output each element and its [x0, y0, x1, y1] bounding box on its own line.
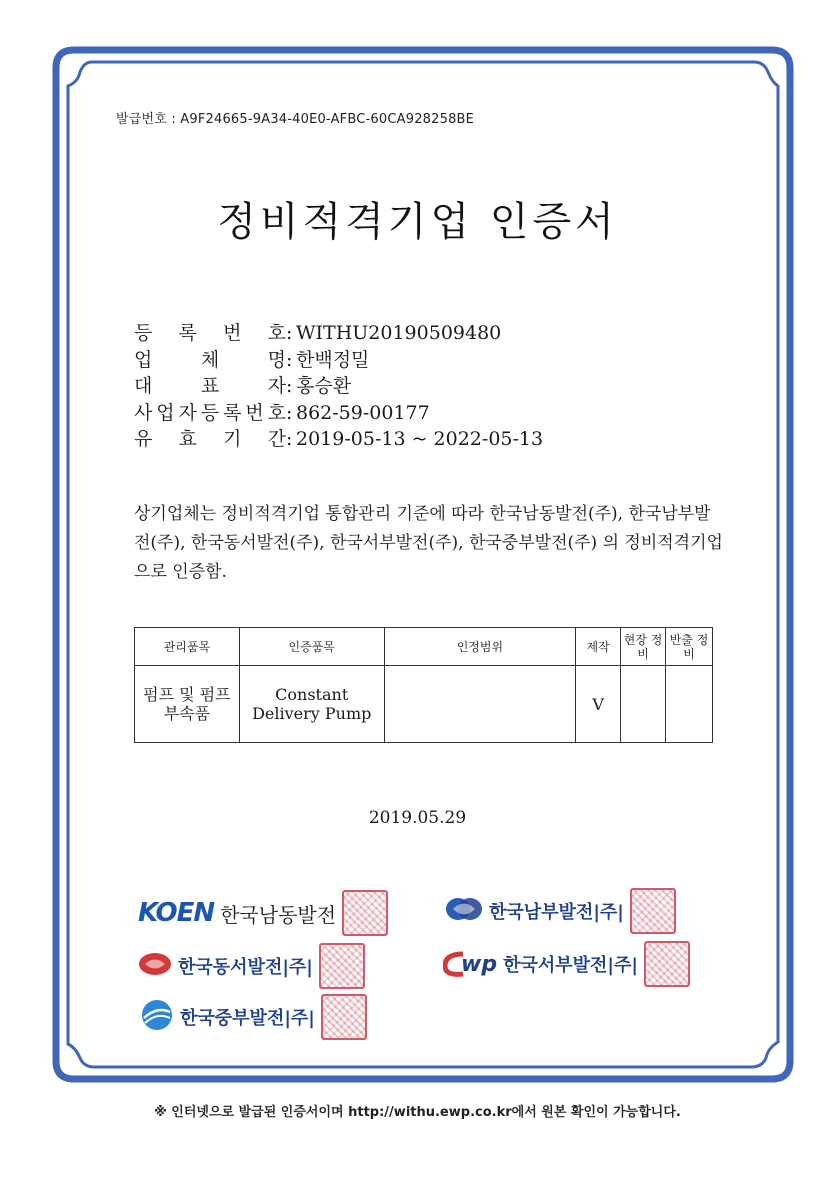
company-seal-stamp: [319, 943, 365, 989]
certification-scope-table: [134, 627, 713, 743]
table-cell: [621, 666, 666, 743]
company-komipo: [140, 994, 367, 1040]
info-row-validity: 유 효 기 간 : 2019-05-13 ~ 2022-05-13: [134, 426, 543, 453]
info-row-business-number: 사 업 자 등 록 번 호 : 862-59-00177: [134, 400, 543, 427]
info-value: 2019-05-13 ~ 2022-05-13: [296, 428, 544, 450]
issue-date: 2019.05.29: [368, 808, 467, 828]
table-header: 관리품목: [135, 628, 240, 666]
company-name: 한국서부발전|주|: [503, 955, 638, 976]
ewp-logo-icon: [138, 952, 172, 980]
info-label: 유 효 기 간: [134, 428, 286, 450]
info-label: 사 업 자 등 록 번 호: [134, 401, 286, 424]
issue-number: 발급번호 : A9F24665-9A34-40E0-AFBC-60CA928258BE: [116, 112, 475, 127]
company-name: 한국남동발전: [220, 902, 337, 927]
footer-notice: ※ 인터넷으로 발급된 인증서이며 http://withu.ewp.co.kr에서 원본 확인이 가능합니다.: [154, 1105, 681, 1120]
info-row-company: 업 체 명 : 한백정밀: [134, 347, 543, 374]
table-cell: Constant Delivery Pump: [239, 666, 384, 743]
company-name: 한국동서발전|주|: [178, 957, 313, 978]
company-seal-stamp: [321, 994, 367, 1040]
info-label: 대 표 자: [134, 375, 286, 397]
table-cell: 펌프 및 펌프 부속품: [135, 666, 240, 743]
info-label: 등 록 번 호: [134, 322, 286, 344]
company-seal-stamp: [342, 890, 388, 936]
koen-logo: KOEN: [138, 898, 215, 928]
table-header-row: [135, 628, 713, 666]
table-header: 인증품목: [239, 628, 384, 666]
info-value: 862-59-00177: [296, 401, 430, 424]
info-value: WITHU20190509480: [296, 322, 502, 344]
company-seal-stamp: [630, 888, 676, 934]
table-cell: V: [576, 666, 621, 743]
table-header: 제작: [576, 628, 621, 666]
company-kospo: [445, 888, 676, 934]
info-row-registration: 등 록 번 호 : WITHU20190509480: [134, 320, 543, 347]
info-value: 홍승환: [296, 375, 352, 397]
company-ewp: [138, 943, 365, 989]
certificate-title: 정비적격기업 인증서: [217, 199, 618, 245]
info-block: [134, 320, 543, 453]
table-header: 반출 정비: [666, 628, 713, 666]
company-kowepo: [443, 941, 690, 987]
company-name: 한국남부발전|주|: [489, 902, 624, 923]
table-header: 현장 정비: [621, 628, 666, 666]
table-row: [135, 666, 713, 743]
kospo-logo-icon: [445, 896, 483, 926]
komipo-logo-icon: [140, 998, 174, 1036]
info-label: 업 체 명: [134, 348, 286, 371]
info-value: 한백정밀: [296, 348, 370, 371]
info-row-representative: 대 표 자 : 홍승환: [134, 373, 543, 400]
table-cell: [384, 666, 576, 743]
table-header: 인정범위: [384, 628, 576, 666]
certification-statement: 상기업체는 정비적격기업 통합관리 기준에 따라 한국남동발전(주), 한국남부발전(주), 한국동서발전(주), 한국서부발전(주), 한국중부발전(주) 의 정비적격기업으로 인증함.: [134, 504, 723, 582]
company-seal-stamp: [644, 941, 690, 987]
kowepo-logo-text: wp: [461, 951, 498, 977]
company-name: 한국중부발전|주|: [180, 1008, 315, 1029]
company-koen: [138, 890, 388, 936]
table-cell: [666, 666, 713, 743]
kowepo-logo-icon: [443, 950, 497, 978]
